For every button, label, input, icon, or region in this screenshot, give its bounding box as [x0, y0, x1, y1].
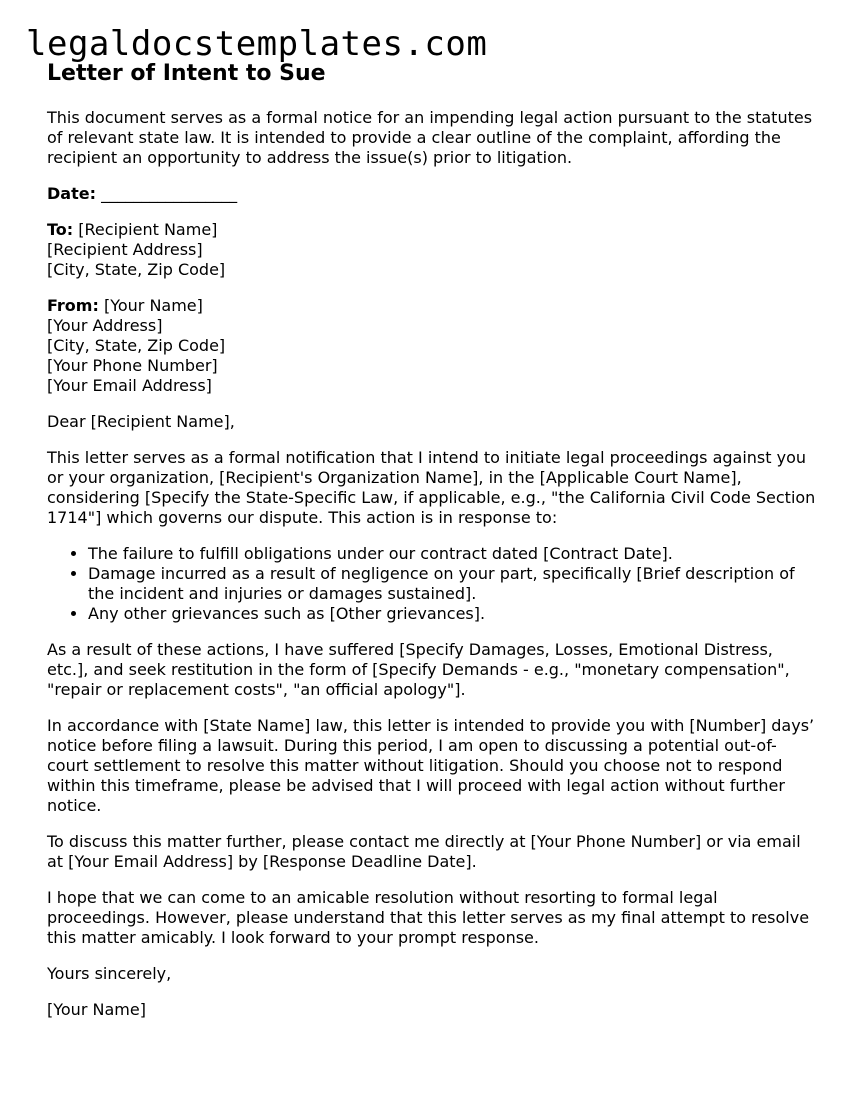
signature: [Your Name] [47, 1000, 146, 1019]
paragraph-contact: To discuss this matter further, please contact me directly at [Your Phone Number] or via email at [Your Email Address] by [Response Deadline Date]. [47, 832, 801, 871]
paragraph-damages: As a result of these actions, I have suffered [Specify Damages, Losses, Emotional Distress, etc.], and seek restitution in the form of [Specify Demands - e.g., "monetary compensation", "repair or replacement costs", "an official apology"]. [47, 640, 790, 699]
paragraph-notification: This letter serves as a formal notification that I intend to initiate legal proceedings against you or your organization, [Recipient's Organization Name], in the [Applicable Court Name], considering [Specify the State-Specific Law, if applicable, e.g., "the California Civil Code Section 1714"] which governs our dispute. This action is in response to: [47, 448, 816, 527]
list-item: • Damage incurred as a result of negligence on your part, specifically [Brief description of the incident and injuries or damages sustained]. [88, 564, 817, 604]
document-body [47, 60, 817, 1036]
from-label: From: [47, 296, 99, 315]
to-city: [City, State, Zip Code] [47, 260, 226, 279]
closing: Yours sincerely, [47, 964, 172, 983]
salutation: Dear [Recipient Name], [47, 412, 235, 431]
from-name: [Your Name] [103, 296, 203, 315]
to-address: [Recipient Address] [47, 240, 203, 259]
date-blank: _________________ [101, 184, 238, 203]
date-line [47, 184, 817, 204]
paragraph-resolution: I hope that we can come to an amicable resolution without resorting to formal legal proceedings. However, please understand that this letter serves as my final attempt to resolve this matter amicably. I look forward to your prompt response. [47, 888, 810, 947]
list-item: • Any other grievances such as [Other grievances]. [88, 604, 817, 624]
date-label: Date: [47, 184, 96, 203]
from-city: [City, State, Zip Code] [47, 336, 226, 355]
watermark: legaldocstemplates.com [26, 24, 488, 64]
to-label: To: [47, 220, 74, 239]
from-block [47, 296, 817, 396]
grievance-list [47, 544, 817, 624]
document-title: Letter of Intent to Sue [47, 61, 326, 86]
intro-paragraph: This document serves as a formal notice for an impending legal action pursuant to the statutes of relevant state law. It is intended to provide a clear outline of the complaint, affording the recipient an opportunity to address the issue(s) prior to litigation. [47, 108, 813, 167]
paragraph-notice-period: In accordance with [State Name] law, this letter is intended to provide you with [Number] days’ notice before filing a lawsuit. During this period, I am open to discussing a potential out-of-court settlement to resolve this matter without litigation. Should you choose not to respond within this timeframe, please be advised that I will proceed with legal action without further notice. [47, 716, 815, 815]
to-name: [Recipient Name] [78, 220, 218, 239]
from-phone: [Your Phone Number] [47, 356, 218, 375]
list-item: • The failure to fulfill obligations under our contract dated [Contract Date]. [88, 544, 817, 564]
from-email: [Your Email Address] [47, 376, 212, 395]
from-address: [Your Address] [47, 316, 163, 335]
to-block [47, 220, 817, 280]
